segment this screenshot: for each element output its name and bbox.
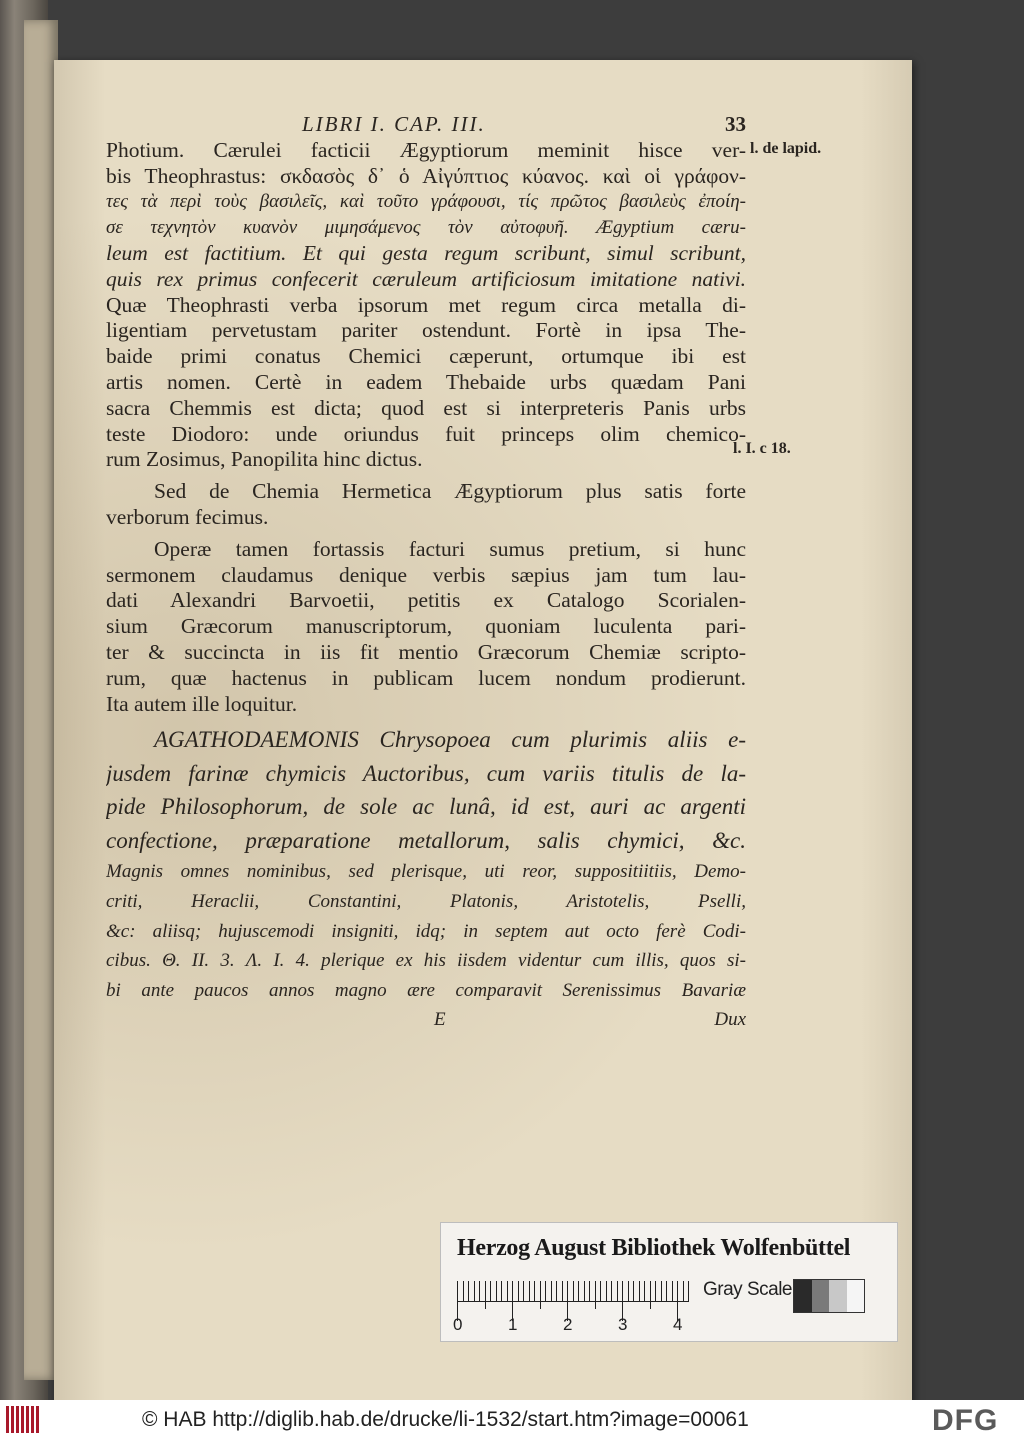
quote-line: criti, Heraclii, Constantini, Platonis, Aristotelis, Pselli,	[106, 890, 746, 912]
quote-line: AGATHODAEMONIS Chrysopoea cum plurimis aliis e-	[154, 727, 746, 753]
hab-logo-icon	[6, 1406, 42, 1433]
gray-swatch	[794, 1280, 812, 1312]
ruler-number: 1	[508, 1315, 518, 1334]
gray-scale-strip	[793, 1279, 865, 1313]
catchword: Dux	[714, 1009, 746, 1031]
dfg-logo: DFG	[932, 1404, 999, 1437]
ruler-number: 4	[673, 1315, 683, 1334]
quote-line: jusdem farinæ chymicis Auctoribus, cum variis titulis de la-	[106, 760, 746, 786]
quote-line: confectione, præparatione metallorum, salis chymici, &c.	[106, 827, 746, 853]
paragraph-line: verborum fecimus.	[106, 504, 269, 529]
quote-block	[106, 723, 746, 857]
paragraph-line: dati Alexandri Barvoetii, petitis ex Catalogo Scorialen-	[106, 588, 746, 613]
margin-note: l. de lapid.	[750, 140, 822, 157]
paragraph-line: sermonem claudamus denique verbis sæpius jam tum lau-	[106, 562, 746, 587]
text-line: Quæ Theophrasti verba ipsorum met regum circa metalla di-	[106, 292, 746, 317]
text-line: baide primi conatus Chemici cæperunt, ortumque ibi est	[106, 344, 746, 369]
quote-line: &c: aliisq; hujuscemodi insigniti, idq; in septem aut octo ferè Codi-	[106, 920, 746, 942]
paragraph-line: rum, quæ hactenus in publicam lucem nondum prodierunt.	[106, 665, 746, 690]
italic-line: quis rex primus confecerit cæruleum artificiosum imitatione nativi.	[106, 266, 746, 291]
footer-link[interactable]: © HAB http://diglib.hab.de/drucke/li-1532/start.htm?image=00061	[142, 1408, 749, 1431]
quote-line: Magnis omnes nominibus, sed plerisque, uti reor, suppositiitiis, Demo-	[106, 861, 746, 883]
text-line: teste Diodoro: unde oriundus fuit princeps olim chemico-	[106, 421, 746, 446]
ruler-number: 2	[563, 1315, 573, 1334]
paragraph-line: Sed de Chemia Hermetica Ægyptiorum plus satis forte	[154, 479, 746, 504]
facing-page-edge	[24, 20, 58, 1380]
running-head	[106, 112, 746, 138]
paragraph-line: Operæ tamen fortassis facturi sumus pretium, si hunc	[154, 536, 746, 561]
italic-line: leum est factitium. Et qui gesta regum scribunt, simul scribunt,	[106, 240, 746, 265]
card-title: Herzog August Bibliothek Wolfenbüttel	[457, 1235, 851, 1261]
page-number: 33	[725, 112, 746, 136]
gray-swatch	[847, 1280, 865, 1312]
text-line: bis Theophrastus: σκδασὸς δ᾽ ὁ Αἰγύπτιος κύανος. καὶ οἱ γράφον-	[106, 163, 746, 188]
text-line: Photium. Cærulei facticii Ægyptiorum meminit hisce ver-	[106, 137, 746, 162]
paragraph-line: ter & succincta in iis fit mentio Græcorum Chemiæ scripto-	[106, 639, 746, 664]
quote-line: pide Philosophorum, de sole ac lunâ, id est, auri ac argenti	[106, 794, 746, 820]
greek-line: τες τὰ περὶ τοὺς βασιλεῖς, καὶ τοῦτο γράφουσι, τίς πρῶτος βασιλεὺς ἐποίη-	[106, 191, 746, 213]
page-text	[106, 112, 746, 1033]
text-line: artis nomen. Certè in eadem Thebaide urbs quædam Pani	[106, 369, 746, 394]
footer-bar	[0, 1400, 1024, 1439]
color-target-card	[440, 1222, 898, 1342]
text-line: rum Zosimus, Panopilita hinc dictus.	[106, 447, 423, 472]
ruler-number: 3	[618, 1315, 628, 1334]
quote-line: cibus. Θ. II. 3. Λ. I. 4. plerique ex his iisdem videntur cum illis, quos si-	[106, 950, 746, 972]
signature-line	[106, 1007, 746, 1033]
greek-line: σε τεχνητὸν κυανὸν μιμησάμενος τὸν αὐτοφυῆ. Ægyptium cæru-	[106, 217, 746, 239]
ruler	[457, 1281, 689, 1313]
gray-swatch	[829, 1280, 847, 1312]
margin-note: l. I. c 18.	[733, 440, 791, 457]
paragraph-line: sium Græcorum manuscriptorum, quoniam luculenta pari-	[106, 614, 746, 639]
running-head-title: LIBRI I. CAP. III.	[302, 112, 486, 136]
gray-scale-label: Gray Scale	[703, 1279, 792, 1300]
gray-swatch	[812, 1280, 830, 1312]
text-line: sacra Chemmis est dicta; quod est si interpreteris Panis urbs	[106, 395, 746, 420]
ruler-number: 0	[453, 1315, 463, 1334]
quote-small-block	[106, 857, 746, 1005]
paragraph-line: Ita autem ille loquitur.	[106, 691, 298, 716]
quote-line: bi ante paucos annos magno ære comparavit Serenissimus Bavariæ	[106, 979, 746, 1001]
text-line: ligentiam pervetustam pariter ostendunt. Fortè in ipsa The-	[106, 318, 746, 343]
signature-mark: E	[434, 1009, 446, 1031]
